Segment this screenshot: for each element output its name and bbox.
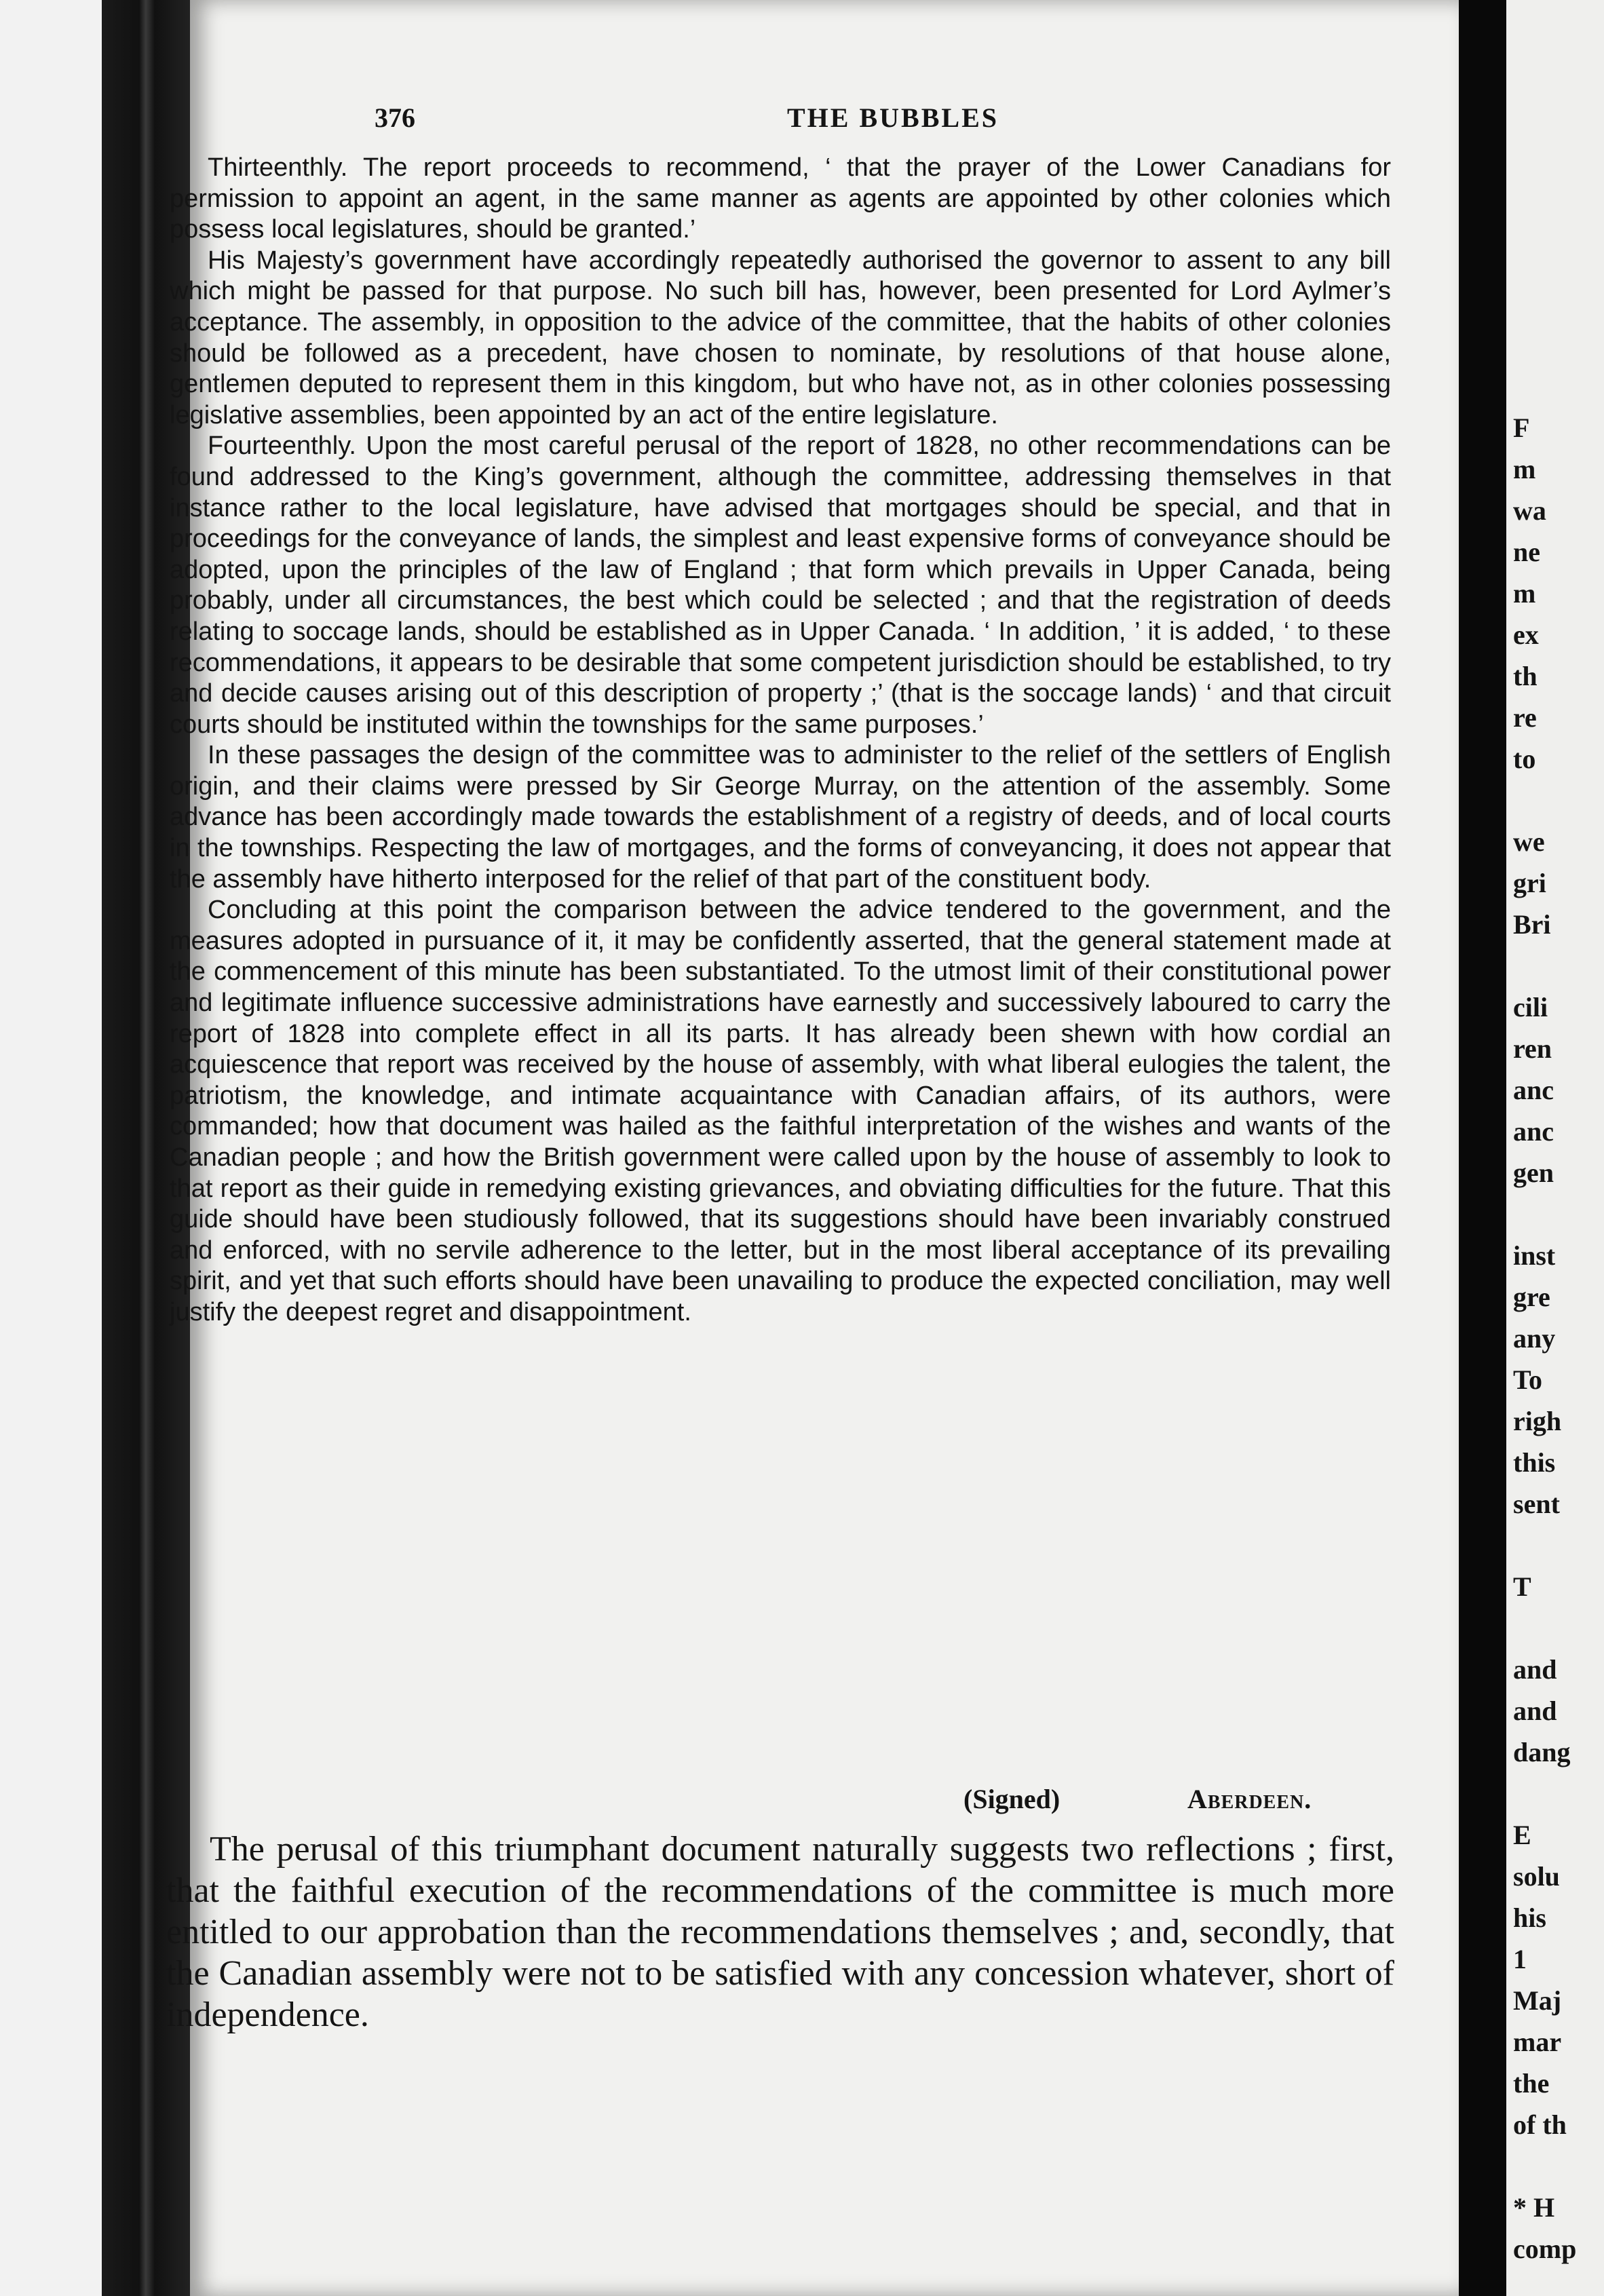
facing-page-fragment: and	[1513, 1654, 1557, 1685]
paragraph-fourteenthly: Fourteenthly. Upon the most careful perusal of the report of 1828, no other recommendations can be found addressed to the King’s government, although the committee, addressing themselves in that instance rather to the local legislature, have advised that mortgages should be special, and that in proceedings for the conveyance of lands, the simplest and least expensive forms of conveyance should be adopted, upon the principles of the law of England ; that form which prevails in Upper Canada, being probably, under all circumstances, the best which could be selected ; and that the registration of deeds relating to soccage lands, should be established as in Upper Canada. ‘ In addition, ’ it is added, ‘ to these recommendations, it appears to be desirable that some competent jurisdiction should be established, to try and decide causes arising out of this description of property ;’ (that is the soccage lands) ‘ and that circuit courts should be instituted within the townships for the same purposes.’	[170, 432, 1391, 739]
facing-page-fragment	[1513, 2145, 1576, 2187]
facing-page-fragment: * H	[1513, 2192, 1555, 2223]
facing-page-fragment: F	[1513, 413, 1530, 443]
facing-page-fragment	[1513, 1193, 1576, 1235]
facing-page-fragments	[1513, 407, 1576, 2270]
facing-page-fragment: anc	[1513, 1116, 1554, 1147]
running-header	[190, 102, 1459, 142]
facing-page-fragment: Bri	[1513, 909, 1551, 940]
facing-page-fragment: of th	[1513, 2109, 1567, 2140]
facing-page-fragment: E	[1513, 1820, 1531, 1850]
facing-page-fragment: mar	[1513, 2027, 1562, 2057]
facing-page-fragment: T	[1513, 1571, 1531, 1602]
facing-page-fragment	[1513, 1525, 1576, 1566]
facing-page-fragment: ren	[1513, 1033, 1552, 1064]
facing-page-fragment: to	[1513, 744, 1536, 774]
signed-label: (Signed)	[963, 1784, 1061, 1814]
scan-binding-edge	[0, 0, 190, 2296]
facing-page-fragment: m	[1513, 454, 1536, 484]
facing-page-fragment: gri	[1513, 868, 1546, 898]
facing-page-fragment: sent	[1513, 1489, 1560, 1519]
facing-page-fragment	[1513, 945, 1576, 987]
page-number: 376	[375, 102, 415, 133]
facing-page-fragment	[1513, 1773, 1576, 1814]
facing-page-fragment: righ	[1513, 1406, 1562, 1436]
facing-page-fragment: dang	[1513, 1737, 1571, 1767]
facing-page-fragment: his	[1513, 1902, 1546, 1933]
paragraph-government-response: His Majesty’s government have accordingly repeatedly authorised the governor to assent to any bill which might be passed for that purpose. No such bill has, however, been presented for Lord Aylmer’s acceptance. The assembly, in opposition to the advice of the committee, that the habits of other colonies should be followed as a precedent, have chosen to nominate, by resolutions of that house alone, gentlemen deputed to represent them in this kingdom, but who have not, as in other colonies possessing legislative assemblies, been appointed by an act of the entire legislature.	[170, 246, 1391, 429]
facing-page-fragment: we	[1513, 826, 1545, 857]
facing-page-fragment: cili	[1513, 992, 1548, 1022]
signature-line	[963, 1783, 1411, 1821]
paragraph-thirteenthly: Thirteenthly. The report proceeds to recommend, ‘ that the prayer of the Lower Canadians for permission to appoint an agent, in the same manner as agents are appointed by other colonies which possess local legislatures, should be granted.’	[170, 153, 1391, 244]
facing-page-fragment: gre	[1513, 1282, 1550, 1312]
facing-page-fragment: ex	[1513, 619, 1539, 650]
facing-page-fragment: comp	[1513, 2234, 1577, 2264]
facing-page-fragment: any	[1513, 1323, 1556, 1354]
facing-page-fragment: gen	[1513, 1157, 1554, 1188]
facing-page-fragment: 1	[1513, 1944, 1527, 1974]
running-title: THE BUBBLES	[787, 102, 999, 133]
facing-page-fragment: the	[1513, 2068, 1550, 2099]
facing-page-fragment	[1513, 780, 1576, 821]
main-text	[170, 153, 1391, 1328]
facing-page-fragment: m	[1513, 578, 1536, 609]
facing-page-fragment: solu	[1513, 1861, 1560, 1892]
facing-page-fragment: ne	[1513, 537, 1540, 567]
closing-paragraph: The perusal of this triumphant document naturally suggests two reflections ; first, that the faithful execution of the recommendations of the committee is much more entitled to our approbation than the recommendations themselves ; and, secondly, that the Canadian assembly were not to be satisfied with any concession whatever, short of independence.	[166, 1830, 1394, 2034]
page-gutter	[1459, 0, 1506, 2296]
facing-page-fragment: anc	[1513, 1075, 1554, 1105]
facing-page-fragment: and	[1513, 1696, 1557, 1726]
facing-page-fragment	[1513, 1607, 1576, 1649]
closing-commentary	[166, 1829, 1394, 2035]
signatory-name: Aberdeen.	[1187, 1784, 1312, 1814]
paragraph-passages: In these passages the design of the committee was to administer to the relief of the settlers of English origin, and their claims were pressed by Sir George Murray, on the attention of the assembly. Some advance has been accordingly made towards the establishment of a registry of deeds, and of local courts in the townships. Respecting the law of mortgages, and the forms of conveyancing, it does not appear that the assembly have hitherto interposed for the relief of that part of the constituent body.	[170, 741, 1391, 894]
facing-page-fragment: To	[1513, 1364, 1543, 1395]
facing-page-fragment: re	[1513, 702, 1537, 733]
facing-page-fragment: this	[1513, 1447, 1556, 1478]
facing-page-fragment: Maj	[1513, 1985, 1562, 2016]
facing-page-fragment: wa	[1513, 495, 1546, 526]
facing-page-edge	[1506, 0, 1604, 2296]
facing-page-fragment: inst	[1513, 1240, 1556, 1271]
facing-page-fragment: th	[1513, 661, 1538, 691]
paragraph-concluding: Concluding at this point the comparison between the advice tendered to the government, and the measures adopted in pursuance of it, it may be confidently asserted, that the general statement made at the commencement of this minute has been substantiated. To the utmost limit of their constitutional power and legitimate influence successive administrations have earnestly and successively laboured to carry the report of 1828 into complete effect in all its parts. It has already been shewn with how cordial an acquiescence that report was received by the house of assembly, with what liberal eulogies the talent, the patriotism, the knowledge, and intimate acquaintance with Canadian affairs, of its authors, were commanded; how that document was hailed as the faithful interpretation of the wishes and wants of the Canadian people ; and how the British government were called upon by the house of assembly to look to that report as their guide in remedying existing grievances, and obviating difficulties for the future. That this guide should have been studiously followed, that its suggestions should have been invariably construed and enforced, with no servile adherence to the letter, but in the most liberal acceptance of its prevailing spirit, and yet that such efforts should have been unavailing to produce the expected conciliation, may well justify the deepest regret and disappointment.	[170, 896, 1391, 1326]
